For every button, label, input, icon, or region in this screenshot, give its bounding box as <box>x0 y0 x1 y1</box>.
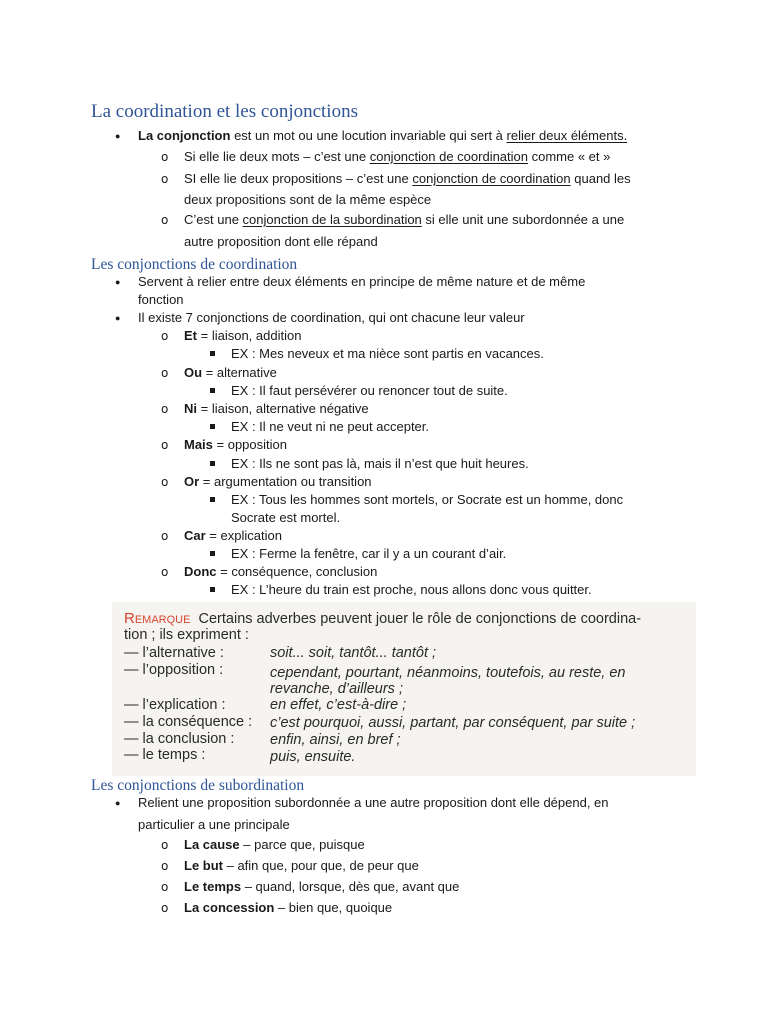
circle-bullet: o <box>161 150 169 164</box>
sub-cause: La cause – parce que, puisque <box>184 837 365 852</box>
conj-car: Car = explication <box>184 528 282 543</box>
circle-bullet: o <box>161 475 169 489</box>
conj-mais-example: EX : Ils ne sont pas là, mais il n’est que huit heures. <box>231 456 529 471</box>
coordination-heading: Les conjonctions de coordination <box>91 256 298 273</box>
bullet-dot: ● <box>115 798 121 808</box>
coordination-count: Il existe 7 conjonctions de coordination, qui ont chacune leur valeur <box>138 310 525 325</box>
remarque-value: enfin, ainsi, en bref ; <box>270 732 401 748</box>
intro-sub2: SI elle lie deux propositions – c’est une conjonction de coordination quand les <box>184 171 631 186</box>
intro-sub1: Si elle lie deux mots – c’est une conjonction de coordination comme « et » <box>184 149 611 164</box>
intro-sub3-cont: autre proposition dont elle répand <box>184 234 378 249</box>
conj-ou-example: EX : Il faut persévérer ou renoncer tout de suite. <box>231 383 508 398</box>
conj-donc-example: EX : L’heure du train est proche, nous allons donc vous quitter. <box>231 582 592 597</box>
bullet-dot: ● <box>115 313 121 323</box>
page-title: La coordination et les conjonctions <box>91 101 358 122</box>
remarque-intro: Remarque Certains adverbes peuvent jouer le rôle de conjonctions de coordina- <box>124 610 642 627</box>
intro-definition: La conjonction est un mot ou une locution invariable qui sert à relier deux éléments. <box>138 128 628 143</box>
square-bullet <box>210 351 215 356</box>
remarque-box <box>112 602 696 776</box>
remarque-key: — l’opposition : <box>124 662 224 678</box>
conj-mais: Mais = opposition <box>184 437 287 452</box>
remarque-value: cependant, pourtant, néanmoins, toutefois, au reste, en <box>270 665 626 681</box>
conj-or-example-cont: Socrate est mortel. <box>231 510 341 525</box>
conj-ou: Ou = alternative <box>184 365 277 380</box>
conj-donc: Donc = conséquence, conclusion <box>184 564 378 579</box>
conj-et: Et = liaison, addition <box>184 328 302 343</box>
square-bullet <box>210 551 215 556</box>
remarque-value: puis, ensuite. <box>270 749 356 765</box>
square-bullet <box>210 461 215 466</box>
conj-ni-example: EX : Il ne veut ni ne peut accepter. <box>231 419 430 434</box>
conj-ni: Ni = liaison, alternative négative <box>184 401 369 416</box>
conj-or-example: EX : Tous les hommes sont mortels, or Socrate est un homme, donc <box>231 492 624 507</box>
circle-bullet: o <box>161 880 169 894</box>
circle-bullet: o <box>161 565 169 579</box>
circle-bullet: o <box>161 366 169 380</box>
remarque-key: — la conclusion : <box>124 731 235 747</box>
circle-bullet: o <box>161 213 169 227</box>
circle-bullet: o <box>161 438 169 452</box>
circle-bullet: o <box>161 859 169 873</box>
circle-bullet: o <box>161 901 169 915</box>
remarque-value: c’est pourquoi, aussi, partant, par conséquent, par suite ; <box>270 715 636 731</box>
circle-bullet: o <box>161 838 169 852</box>
remarque-key: — le temps : <box>124 747 206 763</box>
remarque-value: en effet, c’est-à-dire ; <box>270 697 407 713</box>
circle-bullet: o <box>161 172 169 186</box>
intro-sub2-cont: deux propositions sont de la même espèce <box>184 192 432 207</box>
coordination-purpose: Servent à relier entre deux éléments en principe de même nature et de même <box>138 274 586 289</box>
bullet-dot: ● <box>115 131 121 141</box>
remarque-value-cont: revanche, d’ailleurs ; <box>270 681 403 697</box>
remarque-intro-cont: tion ; ils expriment : <box>124 627 249 643</box>
square-bullet <box>210 497 215 502</box>
sub-but: Le but – afin que, pour que, de peur que <box>184 858 419 873</box>
square-bullet <box>210 388 215 393</box>
remarque-key: — l’alternative : <box>124 645 224 661</box>
remarque-value: soit... soit, tantôt... tantôt ; <box>270 645 437 661</box>
square-bullet <box>210 587 215 592</box>
conj-car-example: EX : Ferme la fenêtre, car il y a un courant d’air. <box>231 546 507 561</box>
sub-concession: La concession – bien que, quoique <box>184 900 393 915</box>
conj-or: Or = argumentation ou transition <box>184 474 372 489</box>
intro-sub3: C’est une conjonction de la subordination si elle unit une subordonnée a une <box>184 212 625 227</box>
coordination-purpose-cont: fonction <box>138 292 184 307</box>
bullet-dot: ● <box>115 277 121 287</box>
circle-bullet: o <box>161 402 169 416</box>
sub-temps: Le temps – quand, lorsque, dès que, avant que <box>184 879 460 894</box>
square-bullet <box>210 424 215 429</box>
conj-et-example: EX : Mes neveux et ma nièce sont partis en vacances. <box>231 346 544 361</box>
circle-bullet: o <box>161 529 169 543</box>
circle-bullet: o <box>161 329 169 343</box>
subordination-purpose: Relient une proposition subordonnée a une autre proposition dont elle dépend, en <box>138 795 609 810</box>
subordination-purpose-cont: particulier a une principale <box>138 817 290 832</box>
remarque-key: — l’explication : <box>124 697 226 713</box>
remarque-key: — la conséquence : <box>124 714 253 730</box>
subordination-heading: Les conjonctions de subordination <box>91 777 305 794</box>
